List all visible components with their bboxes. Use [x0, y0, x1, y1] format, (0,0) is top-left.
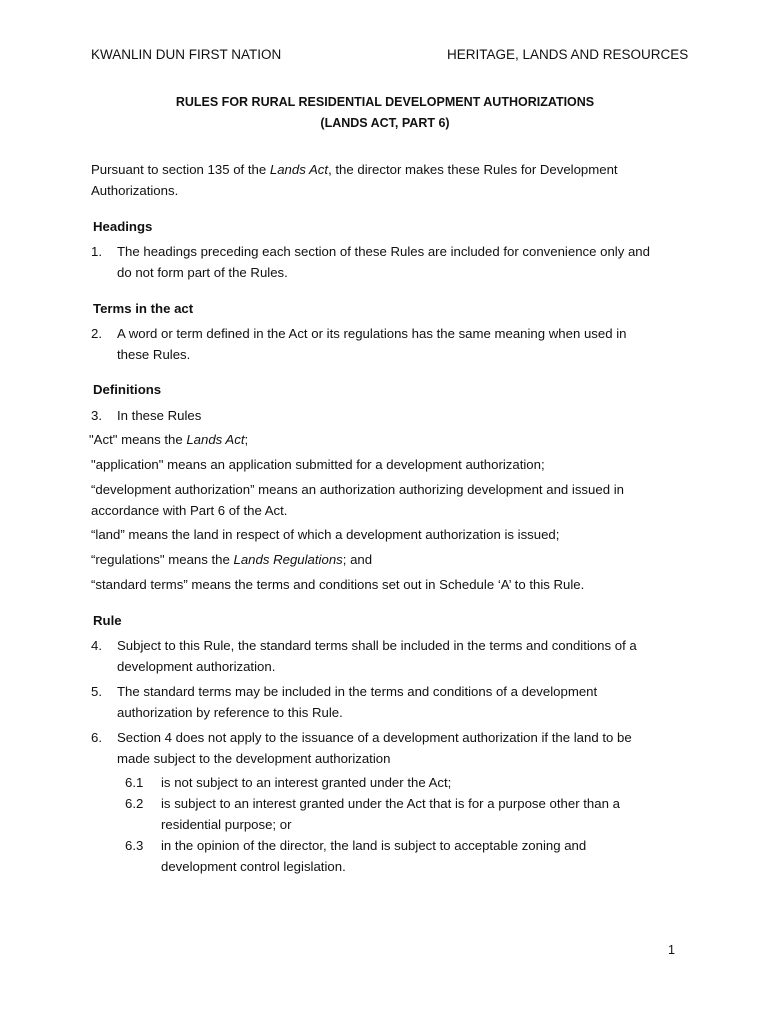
subclause-6-3-text: in the opinion of the director, the land is subject to acceptable zoning and	[161, 838, 587, 853]
clause-text: The standard terms may be included in the terms and conditions of a development	[117, 684, 598, 699]
clause-2	[91, 323, 626, 344]
intro-act-name: Lands Act	[269, 162, 329, 177]
subclause-6-1-text: is not subject to an interest granted under the Act;	[161, 775, 452, 790]
clause-4-line2: development authorization.	[117, 659, 276, 674]
clause-text: Section 4 does not apply to the issuance of a development authorization if the land to be	[117, 730, 632, 745]
definition-act-post: ;	[244, 432, 249, 447]
subclause-6-3-number: 6.3	[125, 838, 144, 853]
clause-6-line2: made subject to the development authorization	[117, 751, 391, 766]
section-heading-terms: Terms in the act	[93, 301, 194, 316]
subclause-6-2-number: 6.2	[125, 796, 144, 811]
subclause-6-2-text-line2: residential purpose; or	[161, 817, 292, 832]
intro-text-pre: Pursuant to section 135 of the	[91, 162, 270, 177]
definition-act-pre: "Act" means the	[89, 432, 187, 447]
clause-6	[91, 727, 632, 748]
clause-text: The headings preceding each section of these Rules are included for convenience only and	[117, 244, 650, 259]
clause-number: 3.	[91, 408, 102, 423]
clause-5	[91, 681, 597, 702]
clause-number: 2.	[91, 326, 102, 341]
definition-regulations-post: ; and	[342, 552, 373, 567]
definition-standard-terms: “standard terms” means the terms and conditions set out in Schedule ‘A’ to this Rule.	[91, 577, 585, 592]
clause-1	[91, 241, 650, 262]
clause-4	[91, 635, 637, 656]
section-heading-definitions: Definitions	[93, 382, 162, 397]
header-organization: KWANLIN DUN FIRST NATION	[91, 47, 282, 62]
clause-text: Subject to this Rule, the standard terms shall be included in the terms and conditions of a	[117, 638, 637, 653]
clause-2-line2: these Rules.	[117, 347, 191, 362]
clause-text: A word or term defined in the Act or its regulations has the same meaning when used in	[117, 326, 627, 341]
intro-paragraph	[91, 159, 618, 180]
intro-paragraph-line2: Authorizations.	[91, 183, 179, 198]
document-subtitle: (LANDS ACT, PART 6)	[320, 116, 450, 130]
definition-regulations	[91, 549, 372, 570]
clause-5-line2: authorization by reference to this Rule.	[117, 705, 343, 720]
header-department: HERITAGE, LANDS AND RESOURCES	[447, 47, 689, 62]
definition-development-authorization: “development authorization” means an authorization authorizing development and issued in	[91, 482, 624, 497]
section-heading-headings: Headings	[93, 219, 153, 234]
clause-1-line2: do not form part of the Rules.	[117, 265, 288, 280]
definition-application: "application" means an application submitted for a development authorization;	[91, 457, 545, 472]
clause-number: 5.	[91, 684, 102, 699]
definition-regulations-pre: “regulations" means the	[91, 552, 234, 567]
clause-number: 1.	[91, 244, 102, 259]
definition-land: “land” means the land in respect of which a development authorization is issued;	[91, 527, 560, 542]
subclause-6-3-text-line2: development control legislation.	[161, 859, 346, 874]
subclause-6-1-number: 6.1	[125, 775, 144, 790]
intro-text-post: , the director makes these Rules for Development	[328, 162, 618, 177]
definition-development-authorization-line2: accordance with Part 6 of the Act.	[91, 503, 288, 518]
clause-number: 6.	[91, 730, 102, 745]
clause-3	[91, 405, 201, 426]
clause-text: In these Rules	[117, 408, 202, 423]
section-heading-rule: Rule	[93, 613, 122, 628]
page-number: 1	[668, 943, 675, 957]
definition-regulations-name: Lands Regulations	[233, 552, 343, 567]
document-title: RULES FOR RURAL RESIDENTIAL DEVELOPMENT AUTHORIZATIONS	[175, 95, 595, 109]
definition-act-name: Lands Act	[186, 432, 245, 447]
definition-act	[89, 429, 248, 450]
subclause-6-2-text: is subject to an interest granted under the Act that is for a purpose other than a	[161, 796, 620, 811]
clause-number: 4.	[91, 638, 102, 653]
